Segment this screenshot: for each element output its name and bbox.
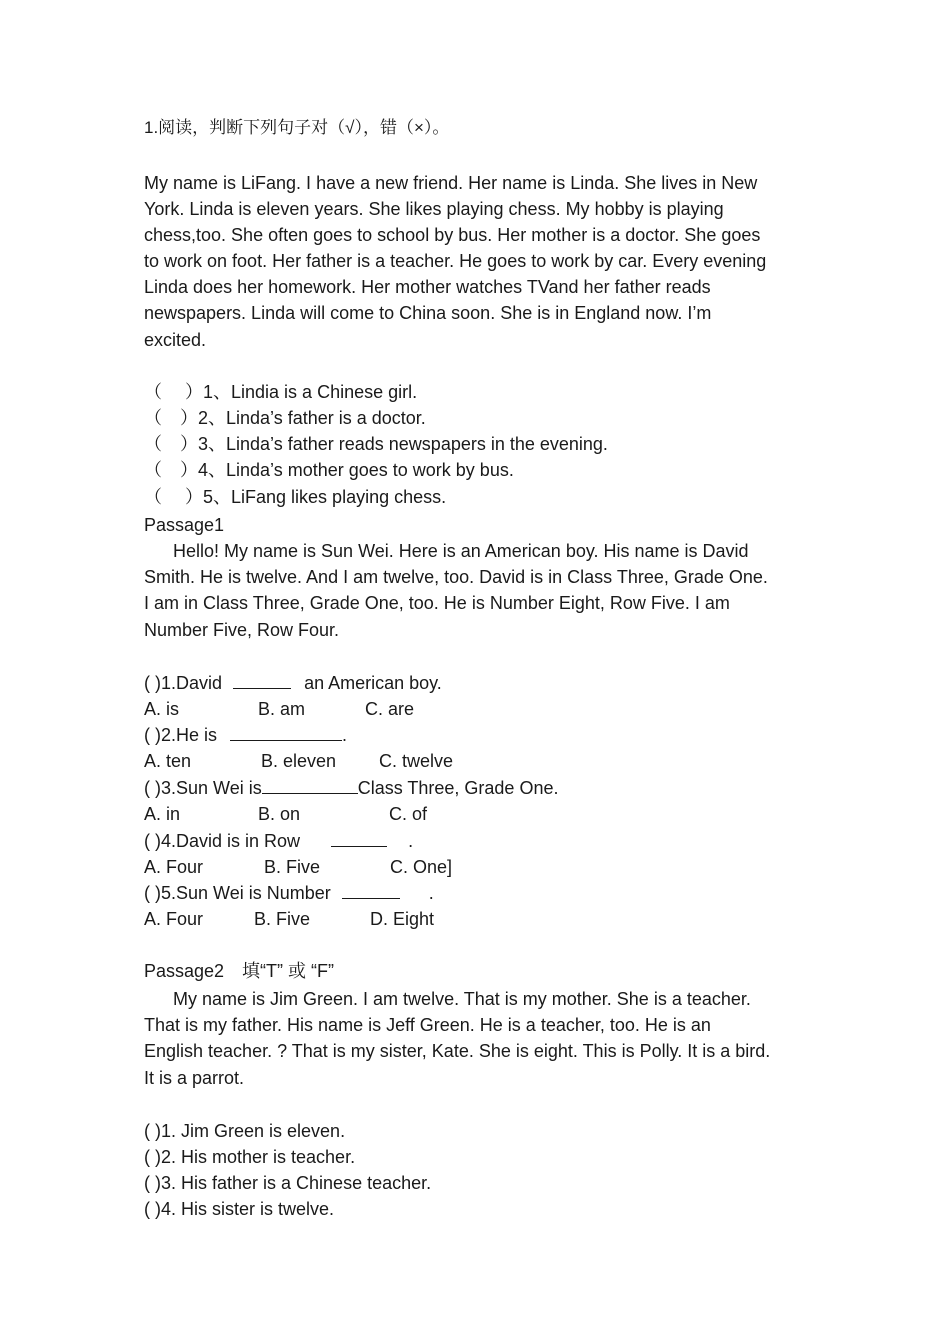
q2-option-c: C. twelve [379,751,454,771]
passage2-question: ( )3. His father is a Chinese teacher. [144,1173,432,1193]
q1-option-a: A. is [144,699,180,719]
q2-option-a: A. ten [144,751,192,771]
q2-option-b: B. eleven [261,751,337,771]
passage1-q2 [144,722,347,748]
passage1-title: Passage1 [144,515,225,535]
answer-blank[interactable] [331,828,387,847]
answer-blank[interactable] [342,880,400,899]
section1-paragraph-line: Linda does her homework. Her mother watches TVand her father reads [144,277,711,297]
q3-rest: Class Three, Grade One. [357,778,559,798]
passage2-paragraph-line: My name is Jim Green. I am twelve. That is my mother. She is a teacher. [173,989,751,1009]
section1-question: （ ）3、Linda’s father reads newspapers in the evening. [144,434,608,454]
passage1-q3 [144,775,558,801]
q2-stem: ( )2.He is [144,725,218,745]
q5-rest: . [428,883,434,903]
section1-paragraph-line: York. Linda is eleven years. She likes playing chess. My hobby is playing [144,199,724,219]
q5-option-b: B. Five [254,909,311,929]
passage1-q5 [144,880,434,906]
q3-option-b: B. on [258,804,301,824]
q5-stem: ( )5.Sun Wei is Number [144,883,331,903]
answer-blank[interactable] [233,670,291,689]
q1-option-c: C. are [365,699,415,719]
section1-paragraph-line: to work on foot. Her father is a teacher. He goes to work by car. Every evening [144,251,767,271]
passage2-question: ( )4. His sister is twelve. [144,1199,335,1219]
passage1-paragraph-line: Smith. He is twelve. And I am twelve, too. David is in Class Three, Grade One. [144,567,768,587]
q4-option-a: A. Four [144,857,204,877]
section1-question: （ ）2、Linda’s father is a doctor. [144,408,426,428]
passage2-paragraph-line: That is my father. His name is Jeff Green. He is a teacher, too. He is an [144,1015,711,1035]
q3-option-a: A. in [144,804,181,824]
passage2-question: ( )2. His mother is teacher. [144,1147,356,1167]
section1-paragraph-line: My name is LiFang. I have a new friend. Her name is Linda. She lives in New [144,173,758,193]
passage2-paragraph-line: English teacher. ? That is my sister, Kate. She is eight. This is Polly. It is a bird. [144,1041,771,1061]
answer-blank[interactable] [230,722,342,741]
section1-question: （ ）5、LiFang likes playing chess. [144,487,447,507]
answer-blank[interactable] [262,775,358,794]
passage1-paragraph-line: Number Five, Row Four. [144,620,340,640]
passage1-q4 [144,828,413,854]
section1-paragraph-line: chess,too. She often goes to school by bus. Her mother is a doctor. She goes [144,225,761,245]
passage1-paragraph-line: Hello! My name is Sun Wei. Here is an American boy. His name is David [173,541,749,561]
passage1-q1 [144,670,442,696]
q2-rest: . [342,725,348,745]
q5-option-c: D. Eight [370,909,435,929]
q4-option-b: B. Five [264,857,321,877]
q4-stem: ( )4.David is in Row [144,831,301,851]
q1-stem: ( )1.David [144,673,223,693]
q4-option-c: C. One] [390,857,453,877]
passage1-paragraph-line: I am in Class Three, Grade One, too. He is Number Eight, Row Five. I am [144,593,730,613]
section1-paragraph-line: excited. [144,330,207,350]
q1-rest: an American boy. [304,673,442,693]
q4-rest: . [408,831,414,851]
section1-heading: 1.阅读，判断下列句子对（√），错（×）。 [144,118,450,137]
section1-paragraph-line: newspapers. Linda will come to China soon. She is in England now. I’m [144,303,712,323]
section1-question: （ ）4、Linda’s mother goes to work by bus. [144,460,514,480]
q3-stem: ( )3.Sun Wei is [144,778,262,798]
q3-option-c: C. of [389,804,428,824]
q5-option-a: A. Four [144,909,204,929]
q1-option-b: B. am [258,699,306,719]
passage2-question: ( )1. Jim Green is eleven. [144,1121,346,1141]
passage2-paragraph-line: It is a parrot. [144,1068,245,1088]
section1-question: （ ）1、Lindia is a Chinese girl. [144,382,418,402]
passage2-title: Passage2 填“T” 或 “F” [144,961,335,981]
